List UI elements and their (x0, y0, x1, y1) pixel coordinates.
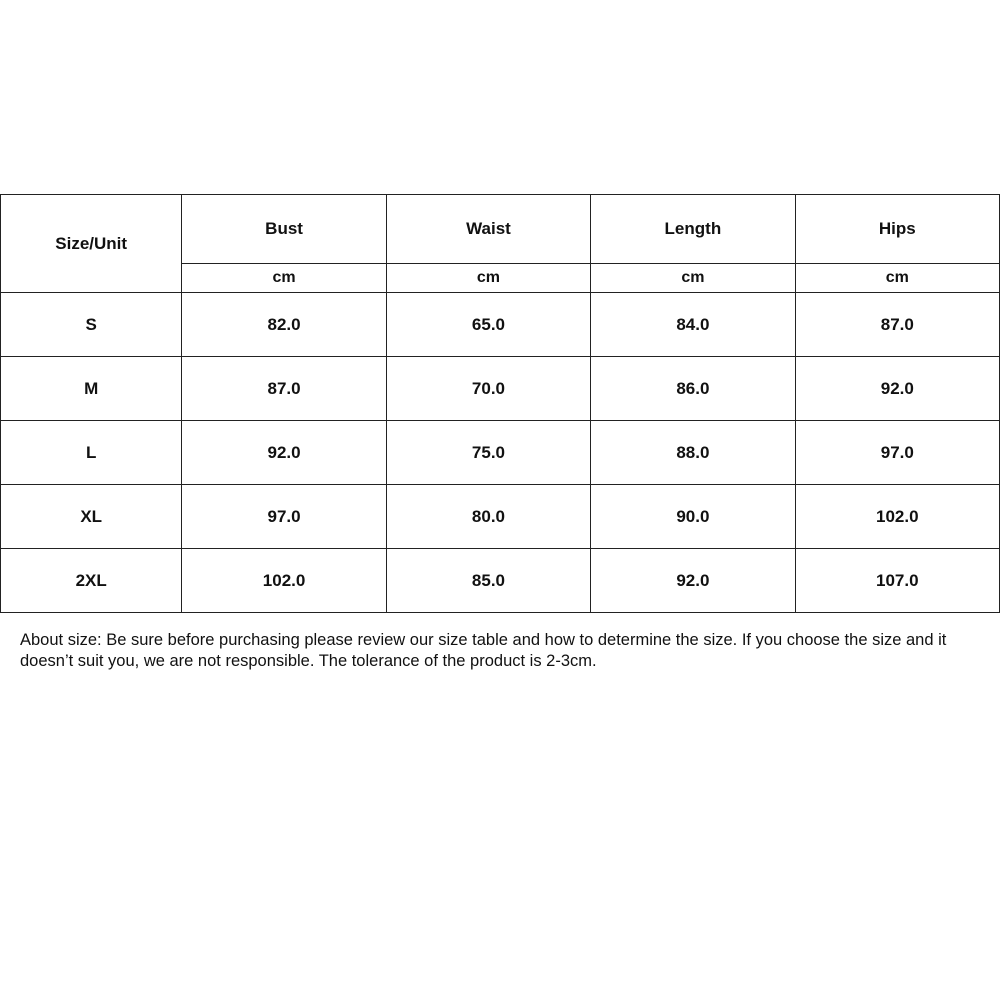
column-header-bust: Bust (182, 195, 386, 264)
hips-value: 92.0 (795, 357, 999, 421)
size-label: S (1, 293, 182, 357)
unit-cell: cm (795, 264, 999, 293)
table-row (1, 293, 1000, 357)
header-row (1, 195, 1000, 264)
bust-value: 92.0 (182, 421, 386, 485)
unit-cell: cm (182, 264, 386, 293)
hips-value: 87.0 (795, 293, 999, 357)
bust-value: 87.0 (182, 357, 386, 421)
waist-value: 75.0 (386, 421, 590, 485)
length-value: 90.0 (591, 485, 795, 549)
waist-value: 85.0 (386, 549, 590, 613)
waist-value: 80.0 (386, 485, 590, 549)
waist-value: 65.0 (386, 293, 590, 357)
length-value: 86.0 (591, 357, 795, 421)
unit-cell: cm (386, 264, 590, 293)
size-label: 2XL (1, 549, 182, 613)
column-header-hips: Hips (795, 195, 999, 264)
waist-value: 70.0 (386, 357, 590, 421)
hips-value: 97.0 (795, 421, 999, 485)
column-header-length: Length (591, 195, 795, 264)
bust-value: 102.0 (182, 549, 386, 613)
hips-value: 102.0 (795, 485, 999, 549)
bust-value: 97.0 (182, 485, 386, 549)
corner-header: Size/Unit (1, 195, 182, 293)
table-row (1, 485, 1000, 549)
size-label: M (1, 357, 182, 421)
size-note: About size: Be sure before purchasing please review our size table and how to determine the size. If you choose the size and it doesn’t suit you, we are not responsible. The tolerance of the product is 2-3cm. (20, 631, 947, 670)
length-value: 84.0 (591, 293, 795, 357)
column-header-waist: Waist (386, 195, 590, 264)
size-label: L (1, 421, 182, 485)
length-value: 92.0 (591, 549, 795, 613)
bust-value: 82.0 (182, 293, 386, 357)
unit-cell: cm (591, 264, 795, 293)
size-label: XL (1, 485, 182, 549)
length-value: 88.0 (591, 421, 795, 485)
table-row (1, 357, 1000, 421)
table-row (1, 549, 1000, 613)
size-chart-table (0, 194, 1000, 613)
table-row (1, 421, 1000, 485)
hips-value: 107.0 (795, 549, 999, 613)
